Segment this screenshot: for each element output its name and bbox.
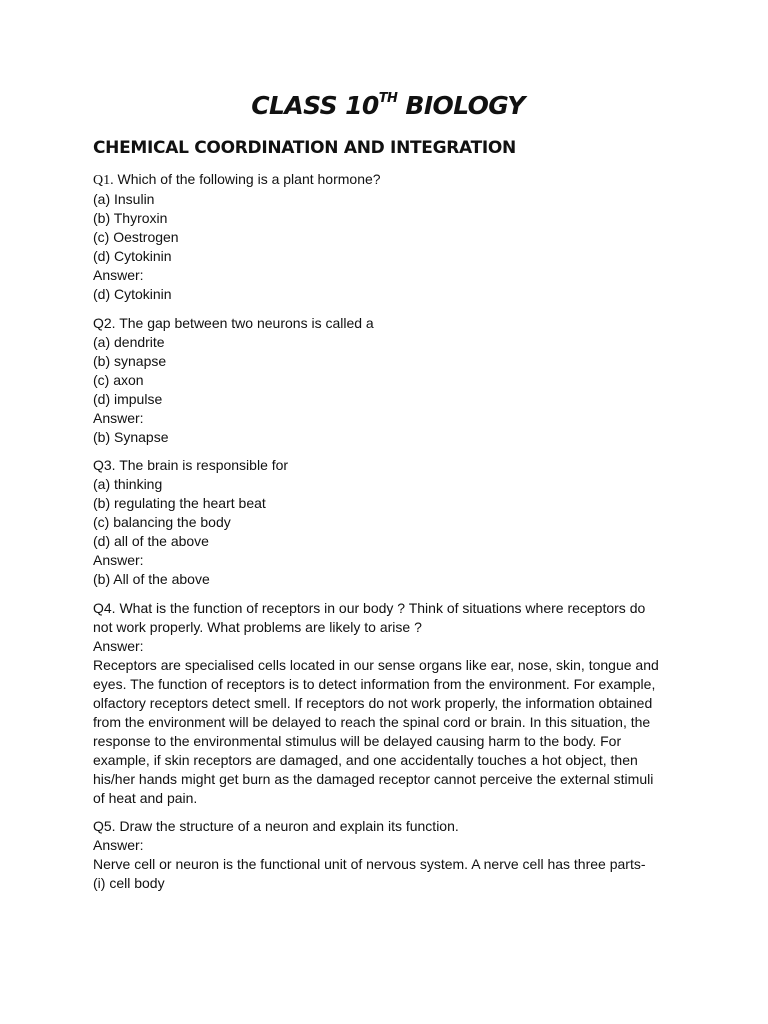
- question-3-answer: (b) All of the above: [93, 571, 210, 587]
- question-2-answer: (b) Synapse: [93, 428, 169, 445]
- question-5-text: [93, 817, 673, 836]
- question-4-answer-label: Answer:: [93, 637, 144, 654]
- question-1-option-d: (d) Cytokinin: [93, 248, 172, 264]
- question-5-prompt: Draw the structure of a neuron and explain its function.: [115, 818, 459, 834]
- document-title: [93, 88, 683, 124]
- question-1-option-a: (a) Insulin: [93, 191, 155, 207]
- question-4-answer-line: Receptors are specialised cells located in our sense organs like ear, nose, skin, tongue and: [93, 656, 659, 673]
- title-superscript: TH: [378, 91, 398, 106]
- question-3-number: Q3.: [93, 457, 116, 473]
- title-rest: BIOLOGY: [397, 91, 525, 120]
- question-5-answer-line: (i) cell body: [93, 875, 165, 891]
- question-3-text: [93, 456, 673, 475]
- question-4: [93, 599, 673, 808]
- question-2-option-a: (a) dendrite: [93, 333, 165, 350]
- question-2-option-d: (d) impulse: [93, 390, 163, 407]
- question-3-option-b: (b) regulating the heart beat: [93, 495, 266, 511]
- question-2-text: [93, 314, 673, 333]
- questions-content: [93, 170, 673, 903]
- question-2-answer-label: Answer:: [93, 409, 144, 426]
- question-2-number: Q2.: [93, 314, 116, 331]
- question-5-answer-line: Nerve cell or neuron is the functional unit of nervous system. A nerve cell has three parts-: [93, 856, 646, 872]
- question-3-answer-label: Answer:: [93, 552, 144, 568]
- question-2-option-c: (c) axon: [93, 371, 144, 388]
- question-4-prompt: What is the function of receptors in our body ? Think of situations where receptors do: [115, 599, 646, 616]
- question-1-answer: (d) Cytokinin: [93, 286, 172, 302]
- question-5-answer-label: Answer:: [93, 837, 144, 853]
- question-4-answer-line: response to the environmental stimulus will be delayed causing harm to the body. For: [93, 732, 622, 749]
- question-1-number: Q1.: [93, 173, 114, 188]
- title-main: CLASS 10: [251, 91, 379, 120]
- question-3-option-c: (c) balancing the body: [93, 514, 231, 530]
- question-3-prompt: The brain is responsible for: [115, 457, 289, 473]
- question-1-option-b: (b) Thyroxin: [93, 210, 168, 226]
- question-1-answer-label: Answer:: [93, 267, 144, 283]
- question-4-text-line-2: not work properly. What problems are likely to arise ?: [93, 618, 422, 635]
- question-1-option-c: (c) Oestrogen: [93, 229, 179, 245]
- question-3-option-a: (a) thinking: [93, 476, 163, 492]
- question-4-number: Q4.: [93, 599, 116, 616]
- question-4-answer-line: his/her hands might get burn as the damaged receptor cannot perceive the external stimuli: [93, 770, 654, 787]
- document-subtitle: CHEMICAL COORDINATION AND INTEGRATION: [93, 138, 516, 158]
- question-3: [93, 456, 673, 589]
- question-4-answer-line: olfactory receptors detect smell. If receptors do not work properly, the information obtained: [93, 694, 653, 711]
- question-2-prompt: The gap between two neurons is called a: [115, 314, 374, 331]
- question-4-text-line-1: [93, 599, 673, 618]
- question-2: [93, 314, 673, 447]
- question-2-option-b: (b) synapse: [93, 352, 167, 369]
- question-1-prompt: Which of the following is a plant hormone?: [113, 171, 381, 187]
- question-4-answer-line: eyes. The function of receptors is to detect information from the environment. For example,: [93, 675, 656, 692]
- question-1: [93, 170, 673, 304]
- question-3-option-d: (d) all of the above: [93, 533, 209, 549]
- question-5: [93, 817, 673, 893]
- question-5-number: Q5.: [93, 818, 116, 834]
- question-4-answer-line: of heat and pain.: [93, 789, 198, 806]
- question-4-answer-line: from the environment will be delayed to reach the spinal cord or brain. In this situation, the: [93, 713, 651, 730]
- question-4-answer-line: example, if skin receptors are damaged, and one accidentally touches a hot object, then: [93, 751, 638, 768]
- question-1-text: [93, 170, 673, 190]
